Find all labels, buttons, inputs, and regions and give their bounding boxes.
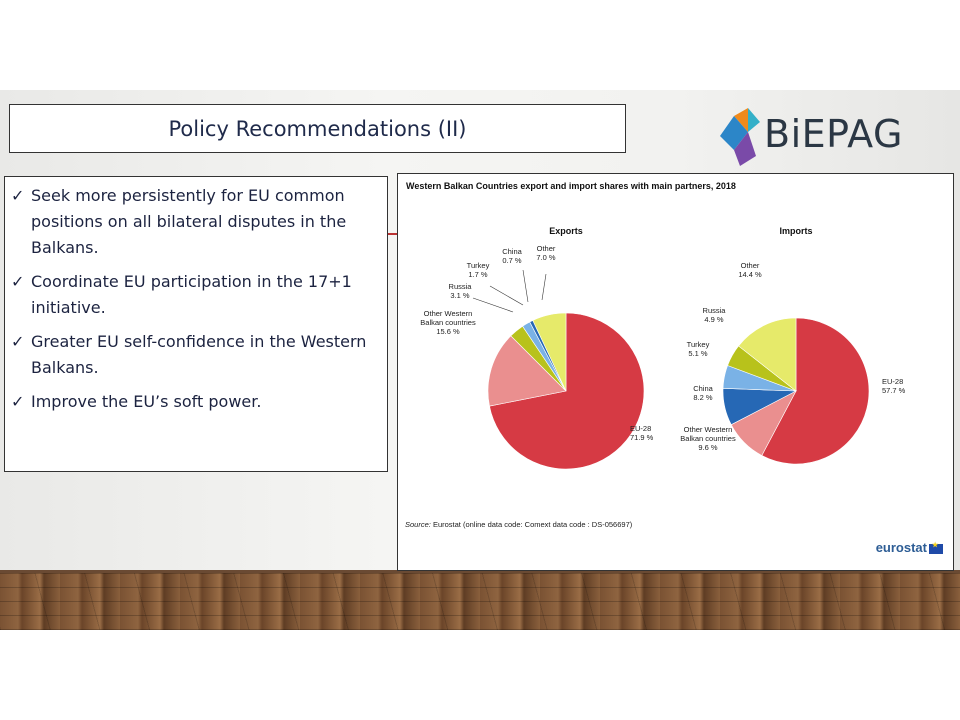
check-icon: ✓ <box>11 272 25 291</box>
bullet-item <box>9 329 381 381</box>
eurostat-text: eurostat <box>875 540 927 555</box>
slice-label: Russia 4.9 % <box>702 306 726 324</box>
slice-label: EU-28 57.7 % <box>882 377 906 395</box>
title-box <box>9 104 626 153</box>
source-note <box>405 520 632 529</box>
bullet-item <box>9 183 381 261</box>
chart-title: Western Balkan Countries export and import shares with main partners, 2018 <box>406 181 736 191</box>
logo-text: BiEPAG <box>764 112 903 156</box>
slice-label: Other Western Balkan countries 15.6 % <box>420 309 476 336</box>
source-text: Eurostat (online data code: Comext data code : DS-056697) <box>432 520 633 529</box>
eu-flag-icon <box>929 544 943 554</box>
pie-title: Imports <box>779 226 813 236</box>
check-icon: ✓ <box>11 392 25 411</box>
slide-title: Policy Recommendations (II) <box>168 116 467 141</box>
pie-exports <box>420 226 653 469</box>
slice-label: Other 14.4 % <box>738 261 762 279</box>
pie-title: Exports <box>549 226 583 236</box>
bullet-item <box>9 389 381 415</box>
pie-imports <box>680 226 905 464</box>
leader-line <box>490 286 523 305</box>
eurostat-logo <box>876 540 943 555</box>
bullet-list <box>4 176 388 472</box>
source-label: Source: <box>405 520 431 529</box>
leader-line <box>542 274 546 300</box>
slice-label: Other Western Balkan countries 9.6 % <box>680 425 736 452</box>
leader-line <box>473 298 513 312</box>
check-icon: ✓ <box>11 332 25 351</box>
slice-label: Other 7.0 % <box>536 244 556 262</box>
chart-panel <box>397 173 954 571</box>
slice-label: China 0.7 % <box>502 247 522 265</box>
wooden-floor <box>0 573 960 630</box>
pie-chart-figure <box>398 174 953 570</box>
bullet-text: Improve the EU’s soft power. <box>31 392 262 411</box>
check-icon: ✓ <box>11 186 25 205</box>
bullet-text: Coordinate EU participation in the 17+1 initiative. <box>31 272 352 317</box>
slice-label: China 8.2 % <box>693 384 713 402</box>
bullet-text: Greater EU self-confidence in the Western Balkans. <box>31 332 367 377</box>
bullet-text: Seek more persistently for EU common positions on all bilateral disputes in the Balkans. <box>31 186 347 257</box>
bullet-item <box>9 269 381 321</box>
leader-line <box>523 270 528 302</box>
slice-label: Turkey 1.7 % <box>466 261 490 279</box>
slice-label: Turkey 5.1 % <box>686 340 710 358</box>
slice-label: Russia 3.1 % <box>448 282 472 300</box>
slice-label: EU-28 71.9 % <box>630 424 654 442</box>
logo-diamond-teal <box>748 108 760 132</box>
